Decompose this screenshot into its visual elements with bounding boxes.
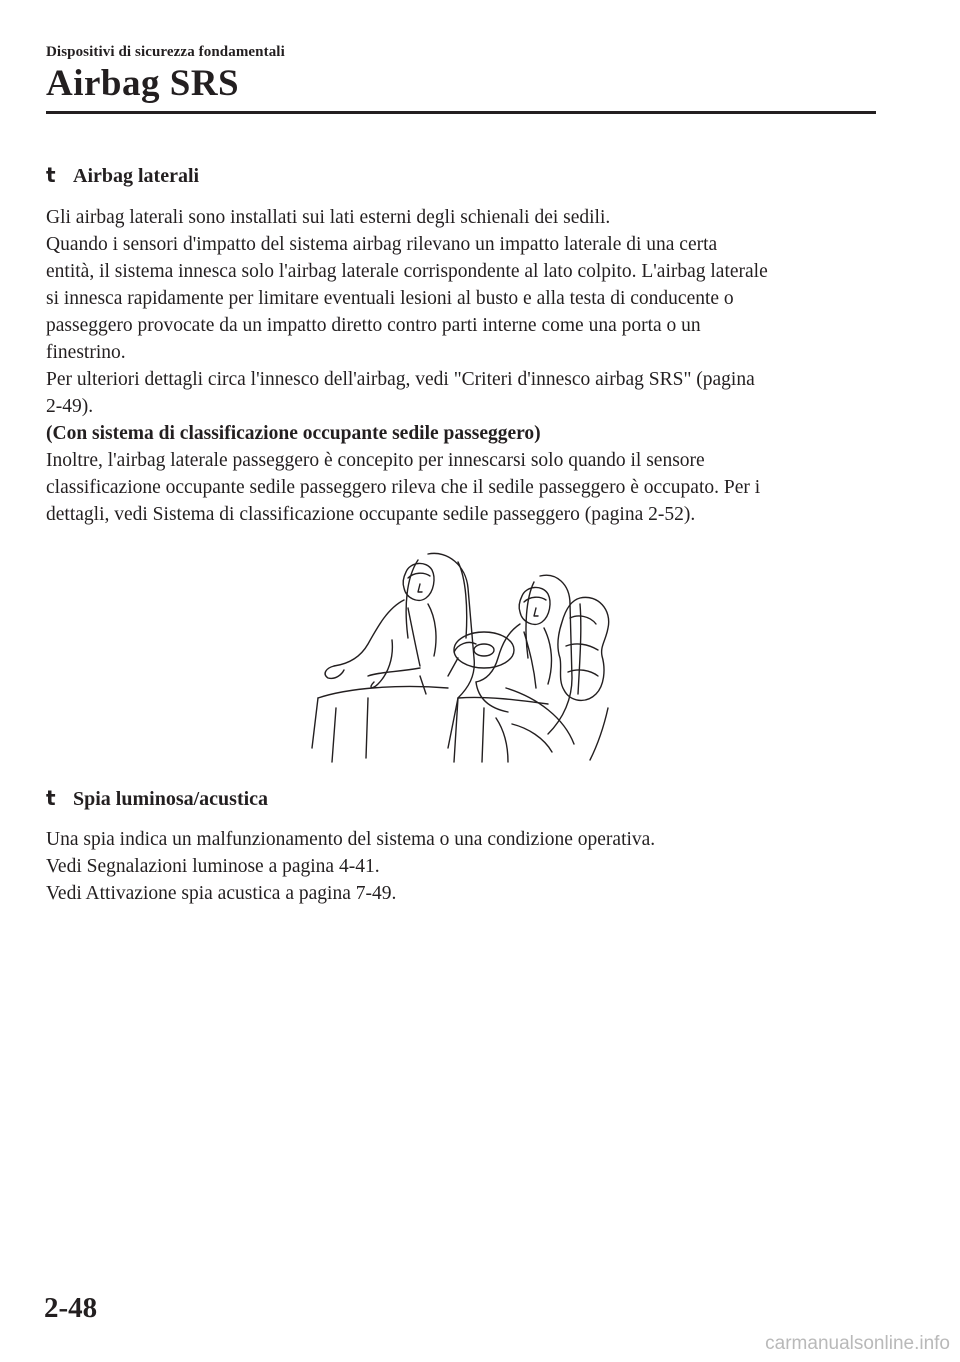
condition-note: (Con sistema di classificazione occupante sedile passeggero): [46, 423, 541, 444]
body-line: Per ulteriori dettagli circa l'innesco dell'airbag, vedi "Criteri d'innesco airbag SRS" (pagina: [46, 369, 755, 390]
body-line: entità, il sistema innesca solo l'airbag laterale corrispondente al lato colpito. L'airbag laterale: [46, 261, 768, 282]
body-line: 2-49).: [46, 396, 94, 417]
page-title: Airbag SRS: [46, 63, 240, 104]
body-line: classificazione occupante sedile passeggero rileva che il sedile passeggero è occupato. Per i: [46, 477, 761, 498]
section-label: Dispositivi di sicurezza fondamentali: [46, 44, 285, 60]
body-line: Quando i sensori d'impatto del sistema airbag rilevano un impatto laterale di una certa: [46, 234, 718, 255]
side-airbags-body: [46, 204, 896, 528]
body-line: Inoltre, l'airbag laterale passeggero è concepito per innescarsi solo quando il sensore: [46, 450, 705, 471]
bullet-icon: t: [46, 786, 56, 810]
body-line: si innesca rapidamente per limitare eventuali lesioni al busto e alla testa di conducente o: [46, 288, 734, 309]
heading-side-airbags: [46, 163, 199, 188]
side-airbag-illustration: [308, 548, 618, 766]
body-line: Gli airbag laterali sono installati sui lati esterni degli schienali dei sedili.: [46, 207, 611, 228]
heading-text: Airbag laterali: [73, 165, 200, 187]
warning-light-body: [46, 826, 896, 907]
page-number: 2-48: [44, 1292, 98, 1324]
heading-text: Spia luminosa/acustica: [73, 788, 269, 810]
bullet-icon: t: [46, 163, 56, 187]
title-divider: [46, 111, 876, 114]
body-line: finestrino.: [46, 342, 126, 363]
body-line: Vedi Segnalazioni luminose a pagina 4-41.: [46, 856, 380, 877]
watermark: carmanualsonline.info: [765, 1333, 950, 1354]
body-line: Una spia indica un malfunzionamento del sistema o una condizione operativa.: [46, 829, 656, 850]
body-line: Vedi Attivazione spia acustica a pagina 7-49.: [46, 883, 397, 904]
body-line: dettagli, vedi Sistema di classificazione occupante sedile passeggero (pagina 2-52).: [46, 504, 696, 525]
heading-warning-light: [46, 786, 268, 811]
body-line: passeggero provocate da un impatto diretto contro parti interne come una porta o un: [46, 315, 701, 336]
